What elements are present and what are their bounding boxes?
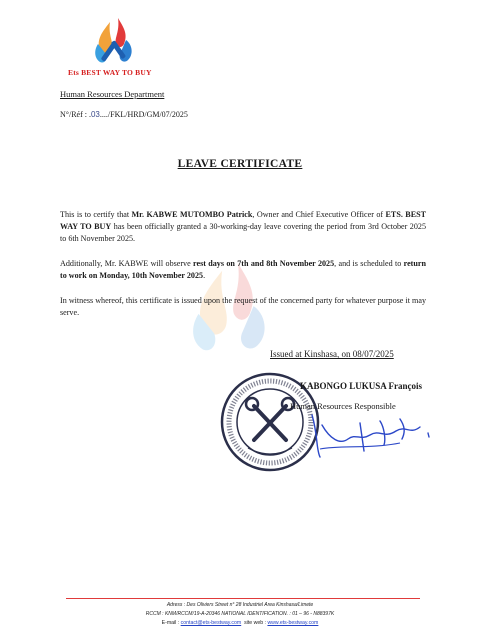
footer-contact bbox=[0, 620, 480, 626]
company-logo-icon bbox=[88, 14, 140, 70]
p2-text-b: , and is scheduled to bbox=[334, 259, 404, 268]
rest-days: rest days on 7th and 8th November 2025 bbox=[193, 259, 335, 268]
ref-prefix: N°/Réf : . bbox=[60, 110, 91, 119]
p1-text-a: This is to certify that bbox=[60, 210, 132, 219]
signer-role: Human Resources Responsible bbox=[290, 401, 396, 411]
website-link[interactable]: www.ets-bestway.com bbox=[267, 620, 319, 626]
p2-text-c: . bbox=[203, 271, 206, 280]
company-name: ETS. BEST WAY TO BUY bbox=[60, 210, 426, 231]
employee-name: Mr. KABWE MUTOMBO Patrick bbox=[131, 210, 253, 219]
return-date: return to work on Monday, 10th November 2025 bbox=[60, 259, 426, 280]
p1-text-c: has been officially granted a 30-working-day leave covering the period from 3rd October 2025 to 6th November 2025. bbox=[60, 222, 426, 243]
handwritten-signature-icon bbox=[300, 405, 440, 465]
issued-place-date: Issued at Kinshasa, on 08/07/2025 bbox=[270, 349, 394, 359]
email-link[interactable]: contact@ets-bestway.com bbox=[180, 620, 242, 626]
footer-divider bbox=[66, 598, 420, 599]
document-title: LEAVE CERTIFICATE bbox=[177, 158, 303, 170]
p1-text-b: , Owner and Chief Executive Officer of bbox=[252, 210, 386, 219]
department-title: Human Resources Department bbox=[60, 89, 165, 99]
footer-rccm: RCCM : KNM/RCCM/19-A-20346 NATIONAL IDENTIFICATION. : 01 – 96 - N88397K bbox=[145, 611, 335, 617]
paragraph-certification bbox=[60, 209, 426, 245]
paragraph-return bbox=[60, 258, 426, 282]
brand-name: Ets BEST WAY TO BUY bbox=[68, 68, 152, 77]
footer-address: Adress : Des Oliviers Street n° 28 Industriel Area Kinshasa/Limete bbox=[166, 602, 314, 608]
reference-number bbox=[60, 110, 188, 119]
signer-name: KABONGO LUKUSA François bbox=[300, 381, 423, 391]
p2-text-a: Additionally, Mr. KABWE will observe bbox=[60, 259, 194, 268]
paragraph-witness: In witness whereof, this certificate is issued upon the request of the concerned party for whatever purpose it may serve. bbox=[60, 296, 426, 317]
email-label: E-mail : bbox=[161, 620, 181, 626]
ref-suffix: ..../FKL/HRD/GM/07/2025 bbox=[99, 110, 188, 119]
site-label: site web : bbox=[241, 620, 268, 626]
ref-number: 03 bbox=[90, 110, 100, 119]
